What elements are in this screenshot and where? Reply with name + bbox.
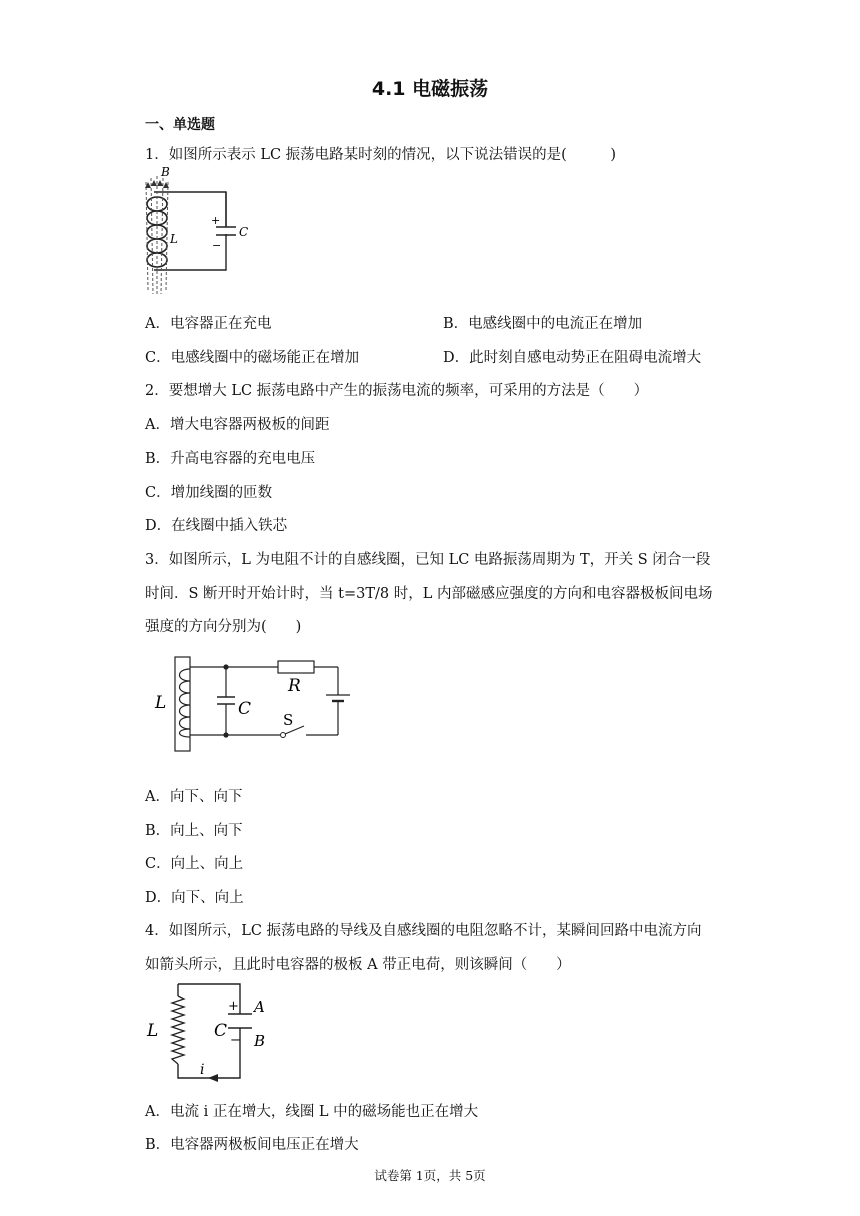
figure-label-minus: − <box>212 239 222 252</box>
question-4-stem-line-2: 如箭头所示，且此时电容器的极板 A 带正电荷，则该瞬间（ ） <box>145 957 571 973</box>
question-2-option-c: C．增加线圈的匝数 <box>145 485 273 501</box>
figure-label-c: C <box>238 699 252 719</box>
figure-label-plus: + <box>228 999 239 1014</box>
figure-label-b: B <box>161 165 170 179</box>
question-2-stem: 2．要想增大 LC 振荡电路中产生的振荡电流的频率，可采用的方法是（ ） <box>145 383 649 399</box>
question-2-option-d: D．在线圈中插入铁芯 <box>145 518 288 534</box>
figure-lc-circuit-with-switch <box>150 653 370 755</box>
question-3-option-c: C．向上、向上 <box>145 856 244 872</box>
figure-label-b: B <box>254 1032 266 1050</box>
figure-label-i: i <box>200 1062 205 1078</box>
figure-label-plus: + <box>211 214 221 227</box>
figure-label-r: R <box>288 676 301 696</box>
question-1-option-b: B．电感线圈中的电流正在增加 <box>443 316 643 332</box>
question-1-stem: 1．如图所示表示 LC 振荡电路某时刻的情况，以下说法错误的是( ) <box>145 147 616 163</box>
page-footer: 试卷第 1页，共 5页 <box>374 1168 486 1183</box>
figure-label-l: L <box>170 232 178 246</box>
figure-label-s: S <box>283 711 294 729</box>
figure-label-c: C <box>239 225 249 239</box>
question-4-option-b: B．电容器两极板间电压正在增大 <box>145 1137 359 1153</box>
question-3-stem-line-2: 时间．S 断开时开始计时，当 t=3T/8 时，L 内部磁感应强度的方向和电容器极板间电场 <box>145 586 713 602</box>
question-3-stem-line-1: 3．如图所示，L 为电阻不计的自感线圈，已知 LC 电路振荡周期为 T，开关 S 闭合一段 <box>145 552 711 568</box>
figure-label-minus: − <box>230 1033 241 1048</box>
figure-label-a: A <box>254 998 265 1016</box>
section-heading: 一、单选题 <box>145 117 215 133</box>
question-1-option-d: D．此时刻自感电动势正在阻碍电流增大 <box>443 350 702 366</box>
question-3-option-b: B．向上、向下 <box>145 823 243 839</box>
figure-lc-coil-magnetic-field <box>140 164 250 304</box>
question-3-option-d: D．向下、向上 <box>145 890 244 906</box>
question-3-option-a: A．向下、向下 <box>145 789 243 805</box>
question-2-option-b: B．升高电容器的充电电压 <box>145 451 316 467</box>
figure-lc-circuit-current-arrow <box>142 974 272 1086</box>
question-4-option-a: A．电流 i 正在增大，线圈 L 中的磁场能也正在增大 <box>145 1104 479 1120</box>
figure-label-c: C <box>214 1021 228 1041</box>
question-4-stem-line-1: 4．如图所示，LC 振荡电路的导线及自感线圈的电阻忽略不计，某瞬间回路中电流方向 <box>145 923 702 939</box>
question-1-option-a: A．电容器正在充电 <box>145 316 272 332</box>
figure-label-l: L <box>147 1021 159 1041</box>
question-2-option-a: A．增大电容器两极板的间距 <box>145 417 330 433</box>
figure-label-l: L <box>155 693 167 713</box>
question-1-option-c: C．电感线圈中的磁场能正在增加 <box>145 350 360 366</box>
question-3-stem-line-3: 强度的方向分别为( ) <box>145 619 302 635</box>
page-title: 4.1 电磁振荡 <box>371 78 489 100</box>
